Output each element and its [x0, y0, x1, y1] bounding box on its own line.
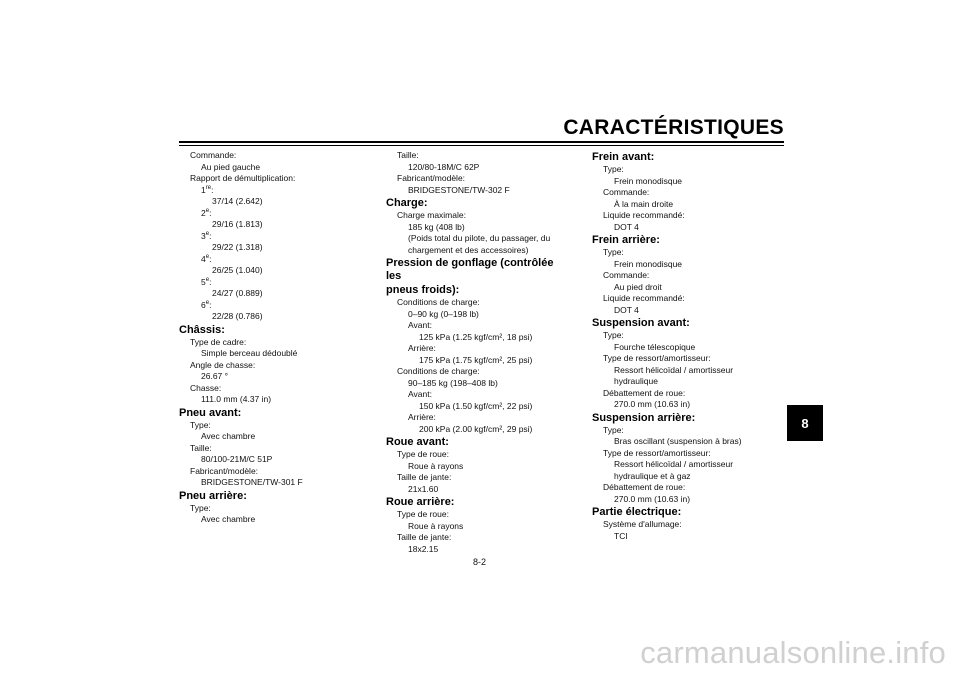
spec-label: Arrière: — [408, 412, 436, 422]
spec-value: 270.0 mm (10.63 in) — [614, 493, 691, 504]
spec-label: Type: — [190, 502, 211, 513]
spec-value: Avec chambre — [201, 514, 256, 524]
spec-label: Type de roue: — [397, 449, 449, 459]
spec-note: chargement et des accessoires) — [408, 244, 529, 255]
spec-label: Commande: — [603, 187, 650, 197]
section-heading-suspension-arriere: Suspension arrière: — [592, 411, 696, 424]
spec-label: Commande: — [603, 270, 650, 280]
gear-label-6: 6e: — [201, 299, 212, 310]
spec-label: Type: — [603, 164, 624, 174]
spec-label: Type de cadre: — [190, 336, 247, 347]
spec-value: Ressort hélicoïdal / amortisseur — [614, 364, 734, 375]
spec-value: hydraulique et à gaz — [614, 470, 691, 481]
spec-value: Au pied gauche — [201, 161, 261, 172]
gear-label-3: 3e: — [201, 230, 212, 241]
chapter-tab: 8 — [787, 405, 823, 441]
spec-label: Taille: — [397, 150, 419, 160]
column-2 — [386, 150, 571, 555]
gear-ratio-4: 26/25 (1.040) — [212, 265, 263, 275]
section-heading-frein-avant: Frein avant: — [592, 151, 655, 163]
spec-value: DOT 4 — [614, 304, 639, 315]
page-number: 8-2 — [473, 557, 487, 567]
spec-value: Ressort hélicoïdal / amortisseur — [614, 459, 734, 469]
spec-label: Type: — [603, 424, 624, 435]
gear-ratio-5: 24/27 (0.889) — [212, 288, 263, 298]
spec-label: Débattement de roue: — [603, 482, 686, 492]
spec-label: Type de ressort/amortisseur: — [603, 353, 711, 363]
spec-label: Chasse: — [190, 382, 222, 393]
spec-label: Avant: — [408, 320, 432, 330]
section-heading-roue-avant: Roue avant: — [386, 436, 449, 448]
section-heading-roue-arriere: Roue arrière: — [386, 496, 455, 508]
gear-ratio-2: 29/16 (1.813) — [212, 219, 263, 229]
spec-value: 80/100-21M/C 51P — [201, 454, 273, 464]
gear-ratio-1: 37/14 (2.642) — [212, 196, 263, 206]
spec-label: Conditions de charge: — [397, 297, 480, 307]
section-heading-pneu-arriere: Pneu arrière: — [179, 489, 247, 502]
gear-label-2: 2e: — [201, 207, 212, 218]
spec-label: Charge maximale: — [397, 210, 466, 220]
page-title: CARACTÉRISTIQUES — [563, 116, 784, 139]
spec-label: Conditions de charge: — [397, 366, 480, 376]
spec-value: 18x2.15 — [408, 543, 439, 554]
spec-value: Roue à rayons — [408, 460, 464, 471]
spec-label: Taille: — [190, 442, 212, 453]
spec-value: 111.0 mm (4.37 in) — [201, 394, 272, 404]
spec-note: (Poids total du pilote, du passager, du — [408, 233, 551, 243]
spec-value: Frein monodisque — [614, 175, 683, 186]
spec-label: Liquide recommandé: — [603, 210, 685, 220]
section-heading-suspension-avant: Suspension avant: — [592, 317, 690, 329]
spec-value: BRIDGESTONE/TW-302 F — [408, 184, 510, 195]
spec-label: Arrière: — [408, 343, 436, 353]
spec-value: Bras oscillant (suspension à bras) — [614, 436, 742, 446]
spec-value: Avec chambre — [201, 431, 256, 441]
spec-label: Taille de jante: — [397, 532, 452, 542]
section-heading-pression-cont: pneus froids): — [386, 284, 460, 296]
section-heading-frein-arriere: Frein arrière: — [592, 234, 660, 246]
header-rule — [179, 141, 784, 143]
spec-value: À la main droite — [614, 198, 674, 209]
spec-value: Au pied droit — [614, 281, 662, 292]
spec-label: Type: — [190, 419, 211, 430]
spec-value: 270.0 mm (10.63 in) — [614, 399, 691, 409]
spec-label: Fabricant/modèle: — [397, 173, 466, 183]
spec-label: Type de ressort/amortisseur: — [603, 447, 711, 458]
spec-label: Type: — [603, 247, 624, 257]
gear-ratio-6: 22/28 (0.786) — [212, 311, 263, 321]
spec-label: Liquide recommandé: — [603, 293, 685, 303]
section-heading-partie-electrique: Partie électrique: — [592, 506, 682, 518]
column-3 — [592, 150, 777, 542]
section-heading-chassis: Châssis: — [179, 323, 225, 336]
spec-value: Simple berceau dédoublé — [201, 348, 298, 358]
spec-value: DOT 4 — [614, 221, 639, 232]
spec-label: Avant: — [408, 389, 432, 399]
spec-label: Rapport de démultiplication: — [190, 173, 296, 183]
gear-label-4: 4e: — [201, 253, 212, 264]
spec-value: 125 kPa (1.25 kgf/cm², 18 psi) — [419, 331, 533, 342]
section-heading-pression: Pression de gonflage (contrôlée les — [386, 257, 554, 282]
spec-value: 185 kg (408 lb) — [408, 221, 465, 232]
spec-value: TCI — [614, 530, 628, 541]
spec-value: 200 kPa (2.00 kgf/cm², 29 psi) — [419, 423, 533, 434]
spec-value: 120/80-18M/C 62P — [408, 161, 480, 172]
gear-ratio-3: 29/22 (1.318) — [212, 242, 263, 252]
spec-label: Taille de jante: — [397, 472, 452, 482]
spec-value: 90–185 kg (198–408 lb) — [408, 377, 498, 388]
section-heading-pneu-avant: Pneu avant: — [179, 406, 242, 419]
spec-label: Type de roue: — [397, 509, 449, 519]
spec-label: Système d'allumage: — [603, 519, 682, 529]
spec-label: Fabricant/modèle: — [190, 465, 259, 476]
spec-value: Roue à rayons — [408, 520, 464, 531]
watermark: carmanualsonline.info — [640, 635, 946, 670]
spec-value: 21x1.60 — [408, 483, 439, 494]
spec-value: 0–90 kg (0–198 lb) — [408, 308, 479, 319]
gear-label-5: 5e: — [201, 276, 212, 287]
spec-value: hydraulique — [614, 376, 658, 386]
spec-value: 150 kPa (1.50 kgf/cm², 22 psi) — [419, 400, 533, 411]
spec-label: Commande: — [190, 150, 237, 160]
column-1 — [179, 150, 364, 526]
spec-value: BRIDGESTONE/TW-301 F — [201, 477, 303, 487]
spec-value: 175 kPa (1.75 kgf/cm², 25 psi) — [419, 354, 533, 365]
spec-label: Débattement de roue: — [603, 387, 686, 398]
gear-label-1: 1re: — [201, 184, 214, 195]
section-heading-charge: Charge: — [386, 197, 428, 209]
spec-label: Type: — [603, 330, 624, 340]
spec-value: 26.67 ° — [201, 371, 229, 381]
header-rule-thin — [179, 145, 784, 146]
spec-value: Frein monodisque — [614, 258, 683, 269]
spec-value: Fourche télescopique — [614, 341, 696, 352]
spec-label: Angle de chasse: — [190, 359, 256, 370]
